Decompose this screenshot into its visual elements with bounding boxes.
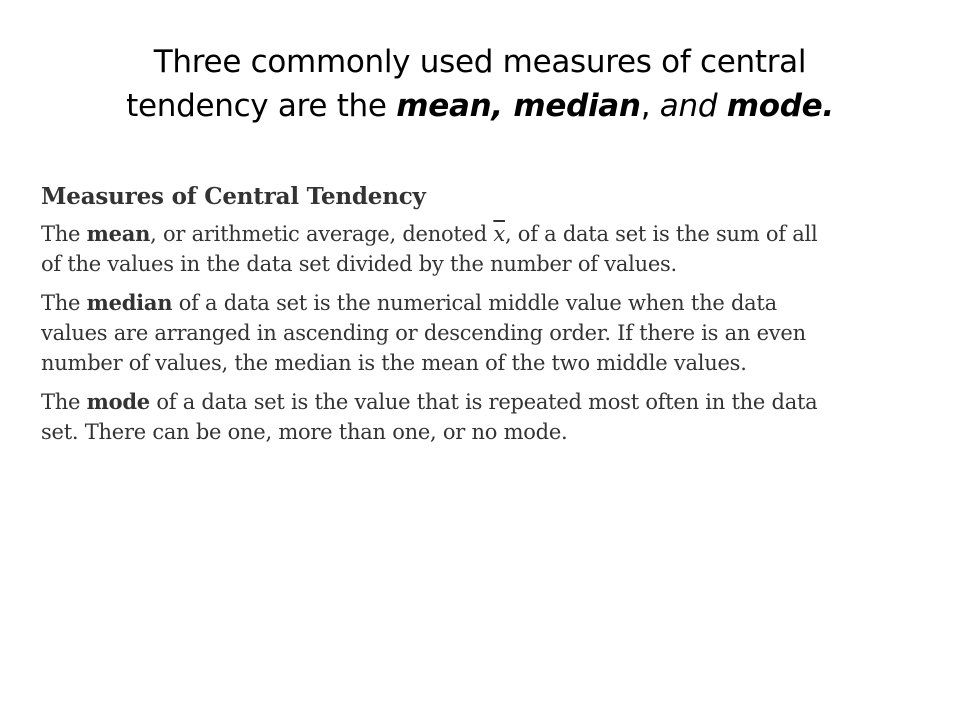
- definition-lead: The: [41, 390, 87, 414]
- title-term-mean: mean: [396, 88, 492, 124]
- definition-line: [41, 288, 936, 318]
- title-term-median: median: [513, 88, 641, 124]
- definition-text: , or arithmetic average, denoted: [150, 222, 494, 246]
- definition-line: values are arranged in ascending or descending order. If there is an even: [41, 321, 806, 345]
- title-term-mode: mode: [726, 88, 823, 124]
- slide-title: [0, 40, 960, 128]
- title-line-1: Three commonly used measures of central: [153, 44, 807, 80]
- title-separator: ,: [640, 88, 660, 124]
- title-word-and: and: [659, 88, 718, 124]
- box-heading: Measures of Central Tendency: [41, 183, 426, 210]
- title-period: .: [822, 88, 834, 124]
- title-prefix: tendency are the: [126, 88, 397, 124]
- definition-mean: [41, 219, 936, 279]
- definition-median: [41, 288, 936, 378]
- definitions-box: [41, 181, 936, 456]
- definition-lead: The: [41, 222, 87, 246]
- definition-line: of the values in the data set divided by the number of values.: [41, 252, 677, 276]
- definition-text: , of a data set is the sum of all: [504, 222, 818, 246]
- term-mode: mode: [86, 389, 150, 414]
- definition-line: [41, 219, 936, 249]
- title-separator: ,: [491, 88, 514, 124]
- definition-text: of a data set is the numerical middle value when the data: [172, 291, 777, 315]
- definition-lead: The: [41, 291, 87, 315]
- title-space: [717, 88, 727, 124]
- definition-mode: [41, 387, 936, 447]
- definition-text: of a data set is the value that is repeated most often in the data: [149, 390, 818, 414]
- term-median: median: [86, 290, 173, 315]
- definition-line: set. There can be one, more than one, or no mode.: [41, 420, 568, 444]
- title-line-2: [0, 84, 960, 128]
- definition-line: number of values, the median is the mean of the two middle values.: [41, 351, 747, 375]
- definition-line: [41, 387, 936, 417]
- term-mean: mean: [86, 221, 151, 246]
- x-bar-symbol: $\overline{x}$: [493, 222, 505, 246]
